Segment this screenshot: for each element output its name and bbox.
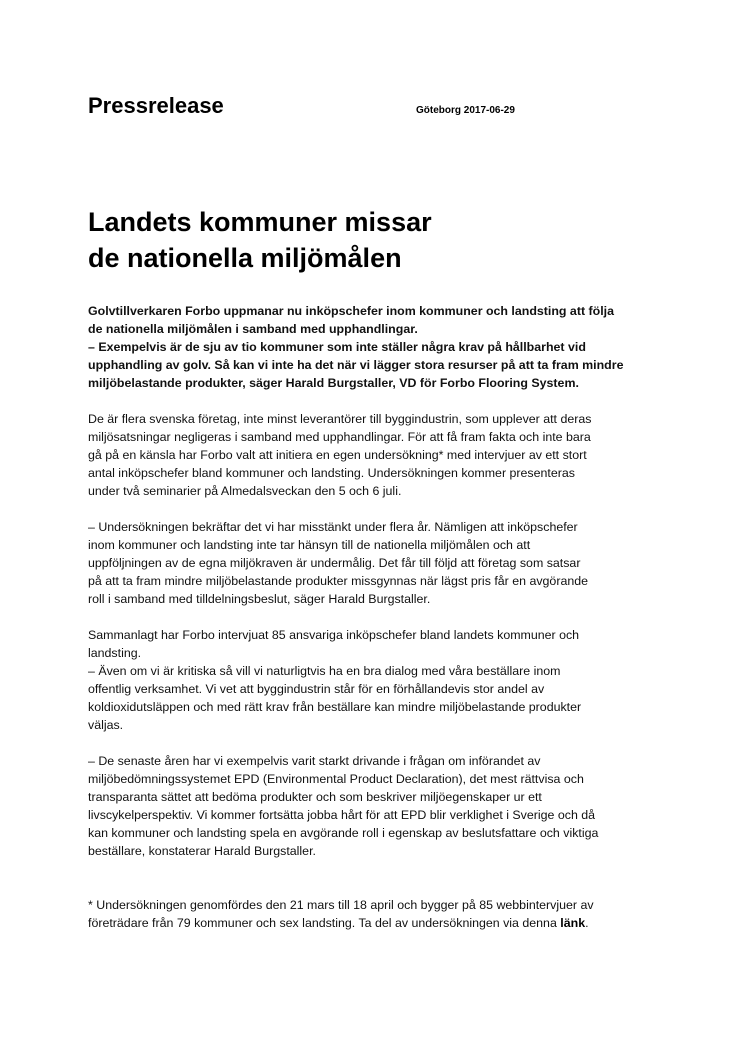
headline bbox=[88, 204, 668, 276]
body-paragraph-3 bbox=[88, 626, 668, 734]
text-line: livscykelperspektiv. Vi kommer fortsätta jobba hårt för att EPD blir verklighet i Sverige och då bbox=[88, 808, 596, 822]
text-line: Sammanlagt har Forbo intervjuat 85 ansvariga inköpschefer bland landets kommuner och bbox=[88, 628, 580, 642]
text-line: offentlig verksamhet. Vi vet att byggindustrin står för en förhållandevis stor andel av bbox=[88, 682, 545, 696]
body-paragraph-2 bbox=[88, 518, 668, 608]
text-line: miljösatsningar negligeras i samband med upphandlingar. För att få fram fakta och inte bara bbox=[88, 430, 591, 444]
text-line: under två seminarier på Almedalsveckan den 5 och 6 juli. bbox=[88, 484, 402, 498]
text-line: transparanta sättet att bedöma produkter och som beskriver miljöegenskaper ur ett bbox=[88, 790, 542, 804]
footnote-period: . bbox=[585, 916, 589, 930]
text-line: miljöbelastande produkter, säger Harald Burgstaller, VD för Forbo Flooring System. bbox=[88, 376, 579, 390]
body-paragraph-4 bbox=[88, 752, 668, 860]
footnote-text: företrädare från 79 kommuner och sex landsting. Ta del av undersökningen via denna bbox=[88, 916, 561, 930]
survey-link[interactable]: länk bbox=[560, 916, 586, 930]
text-line: – De senaste åren har vi exempelvis varit starkt drivande i frågan om införandet av bbox=[88, 754, 541, 768]
footnote-line: * Undersökningen genomfördes den 21 mars till 18 april och bygger på 85 webbintervjuer av bbox=[88, 898, 594, 912]
place-and-date: Göteborg 2017-06-29 bbox=[416, 105, 515, 116]
text-line: miljöbedömningssystemet EPD (Environmental Product Declaration), det mest rättvisa och bbox=[88, 772, 584, 786]
text-line: på att ta fram mindre miljöbelastande produkter missgynnas när lägst pris får en avgörande bbox=[88, 574, 589, 588]
text-line: kan kommuner och landsting spela en avgörande roll i egenskap av beslutsfattare och viktiga bbox=[88, 826, 599, 840]
text-line: – Även om vi är kritiska så vill vi naturligtvis ha en bra dialog med våra beställare inom bbox=[88, 664, 561, 678]
text-line: koldioxidutsläppen och med rätt krav från beställare kan mindre miljöbelastande produkter bbox=[88, 700, 582, 714]
text-line: upphandling av golv. Så kan vi inte ha det när vi lägger stora resurser på att ta fram mindre bbox=[88, 358, 624, 372]
text-line: beställare, konstaterar Harald Burgstaller. bbox=[88, 844, 316, 858]
text-line: roll i samband med tilldelningsbeslut, säger Harald Burgstaller. bbox=[88, 592, 431, 606]
text-line: uppföljningen av de egna miljökraven är undermålig. Det får till följd att företag som satsar bbox=[88, 556, 581, 570]
body-paragraph-1 bbox=[88, 410, 668, 500]
document-type-title: Pressrelease bbox=[88, 93, 224, 118]
text-line: gå på en känsla har Forbo valt att initiera en egen undersökning* med intervjuer av ett stort bbox=[88, 448, 587, 462]
text-line: De är flera svenska företag, inte minst leverantörer till byggindustrin, som upplever att deras bbox=[88, 412, 592, 426]
text-line: Golvtillverkaren Forbo uppmanar nu inköpschefer inom kommuner och landsting att följa bbox=[88, 304, 614, 318]
text-line: – Undersökningen bekräftar det vi har misstänkt under flera år. Nämligen att inköpschefer bbox=[88, 520, 578, 534]
text-line: antal inköpschefer bland kommuner och landsting. Undersökningen kommer presenteras bbox=[88, 466, 575, 480]
footnote-line bbox=[88, 914, 668, 932]
lead-paragraph bbox=[88, 302, 668, 392]
text-line: – Exempelvis är de sju av tio kommuner som inte ställer några krav på hållbarhet vid bbox=[88, 340, 586, 354]
text-line: väljas. bbox=[88, 718, 124, 732]
footnote bbox=[88, 896, 668, 932]
text-line: inom kommuner och landsting inte tar hänsyn till de nationella miljömålen och att bbox=[88, 538, 531, 552]
article-body bbox=[88, 302, 668, 950]
text-line: landsting. bbox=[88, 646, 142, 660]
headline-line: Landets kommuner missar bbox=[88, 207, 432, 237]
header bbox=[88, 93, 648, 133]
headline-line: de nationella miljömålen bbox=[88, 243, 402, 273]
text-line: de nationella miljömålen i samband med upphandlingar. bbox=[88, 322, 418, 336]
